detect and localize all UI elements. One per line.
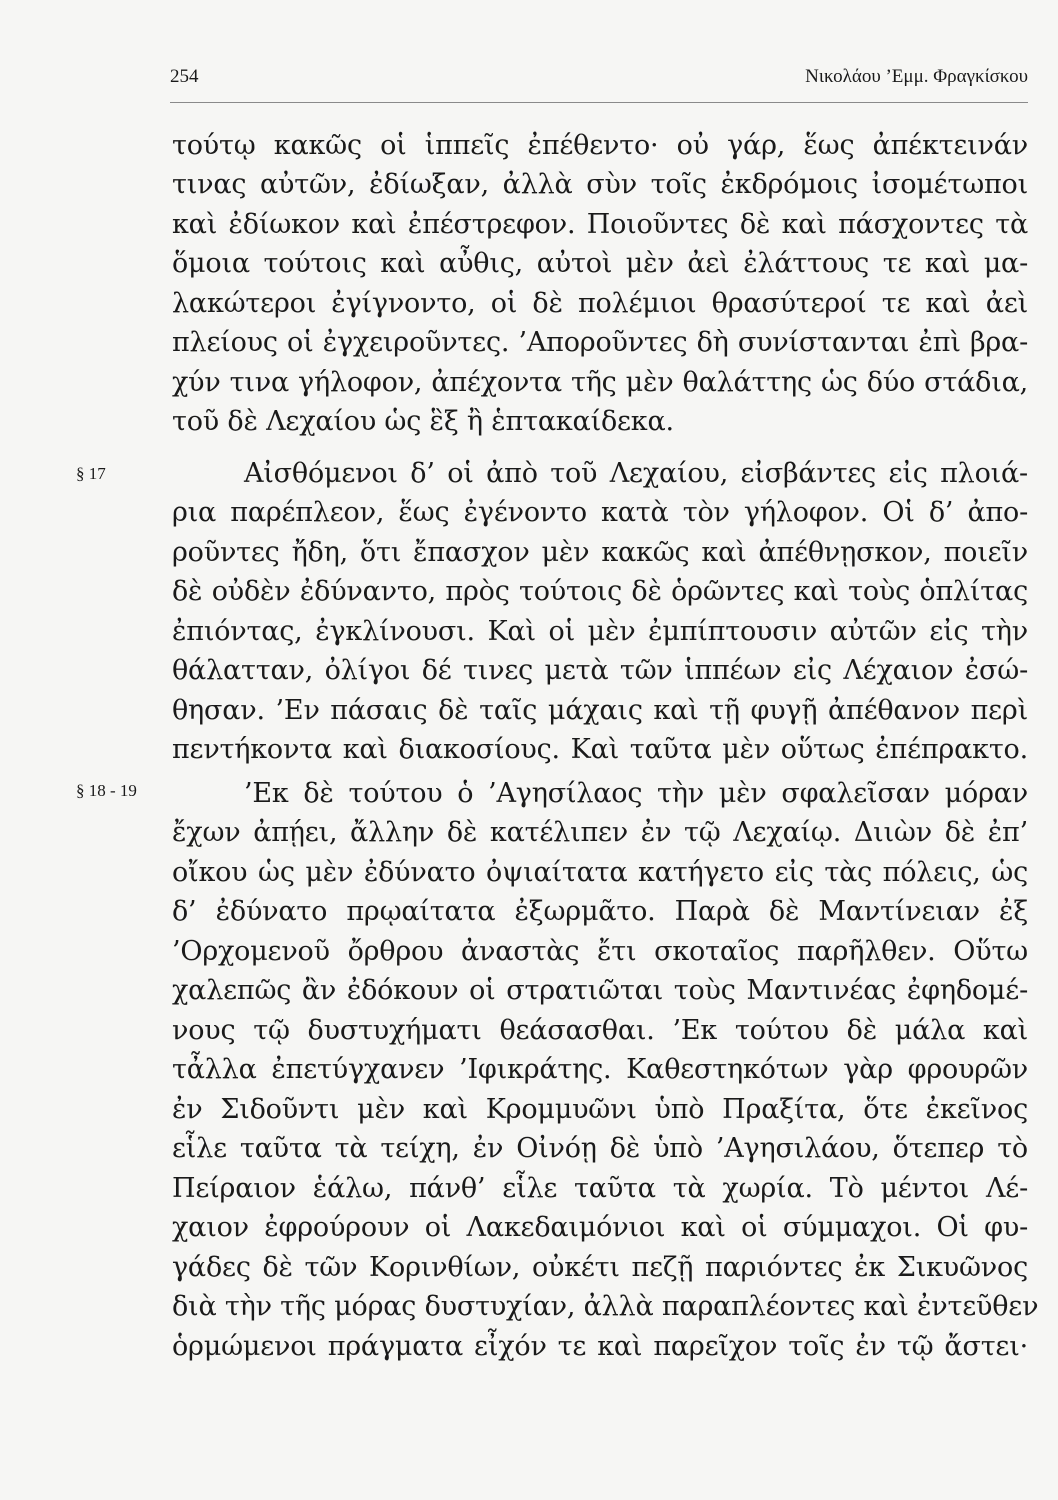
text-line: χαλεπῶς ἂν ἐδόκουν οἱ στρατιῶται τοὺς Μαντινέας ἐφηδομέ- [172, 975, 1028, 1006]
text-line: τοῦ δὲ Λεχαίου ὡς ἓξ ἢ ἑπτακαίδεκα. [172, 406, 674, 437]
text-line: ἔχων ἀπῄει, ἄλλην δὲ κατέλιπεν ἐν τῷ Λεχαίῳ. Διιὼν δὲ ἐπ’ [172, 817, 1028, 848]
author-header: Νικολάου ’Εμμ. Φραγκίσκου [805, 66, 1028, 87]
section-marker-17: § 17 [76, 464, 106, 483]
text-line: θάλατταν, ὀλίγοι δέ τινες μετὰ τῶν ἱππέων εἰς Λέχαιον ἐσώ- [172, 655, 1028, 686]
text-line: γάδες δὲ τῶν Κορινθίων, οὐκέτι πεζῇ παριόντες ἐκ Σικυῶνος [172, 1252, 1028, 1283]
text-line: ἐπιόντας, ἐγκλίνουσι. Καὶ οἱ μὲν ἐμπίπτουσιν αὐτῶν εἰς τὴν [172, 616, 1028, 647]
text-line: τούτῳ κακῶς οἱ ἱππεῖς ἐπέθεντο· οὐ γάρ, ἕως ἀπέκτεινάν [172, 130, 1028, 161]
text-line: Πείραιον ἑάλω, πάνθ’ εἷλε ταῦτα τὰ χωρία. Τὸ μέντοι Λέ- [172, 1173, 1028, 1204]
text-line: καὶ ἐδίωκον καὶ ἐπέστρεφον. Ποιοῦντες δὲ καὶ πάσχοντες τὰ [172, 209, 1028, 240]
section-marker-18-19: § 18 - 19 [76, 781, 137, 800]
text-line: τινας αὐτῶν, ἐδίωξαν, ἀλλὰ σὺν τοῖς ἐκδρόμοις ἰσομέτωποι [172, 169, 1028, 200]
text-line: τἆλλα ἐπετύγχανεν ’Ιφικράτης. Καθεστηκότων γὰρ φρουρῶν [172, 1054, 1028, 1085]
text-line: θησαν. ’Εν πάσαις δὲ ταῖς μάχαις καὶ τῇ φυγῇ ἀπέθανον περὶ [172, 695, 1028, 726]
text-line: διὰ τὴν τῆς μόρας δυστυχίαν, ἀλλὰ παραπλέοντες καὶ ἐντεῦθεν [172, 1291, 1039, 1322]
text-line: χύν τινα γήλοφον, ἀπέχοντα τῆς μὲν θαλάττης ὡς δύο στάδια, [172, 367, 1028, 398]
text-line: ροῦντες ἤδη, ὅτι ἔπασχον μὲν κακῶς καὶ ἀπέθνῃσκον, ποιεῖν [172, 537, 1028, 568]
text-line: λακώτεροι ἐγίγνοντο, οἱ δὲ πολέμιοι θρασύτεροί τε καὶ ἀεὶ [172, 288, 1028, 319]
text-line: ’Εκ δὲ τούτου ὁ ’Αγησίλαος τὴν μὲν σφαλεῖσαν μόραν [244, 778, 1028, 809]
text-line: πεντήκοντα καὶ διακοσίους. Καὶ ταῦτα μὲν οὕτως ἐπέπρακτο. [172, 734, 1028, 765]
text-line: οἴκου ὡς μὲν ἐδύνατο ὀψιαίτατα κατήγετο εἰς τὰς πόλεις, ὡς [172, 857, 1028, 888]
text-line: δ’ ἐδύνατο πρῳαίτατα ἐξωρμᾶτο. Παρὰ δὲ Μαντίνειαν ἐξ [172, 896, 1028, 927]
text-line: νους τῷ δυστυχήματι θεάσασθαι. ’Εκ τούτου δὲ μάλα καὶ [172, 1015, 1028, 1046]
text-line: ’Ορχομενοῦ ὄρθρου ἀναστὰς ἔτι σκοταῖος παρῆλθεν. Οὕτω [172, 936, 1028, 967]
page-number: 254 [170, 66, 199, 87]
text-line: ὁρμώμενοι πράγματα εἶχόν τε καὶ παρεῖχον τοῖς ἐν τῷ ἄστει· [172, 1331, 1028, 1362]
running-head [170, 66, 1028, 92]
text-line: πλείους οἱ ἐγχειροῦντες. ’Αποροῦντες δὴ συνίστανται ἐπὶ βρα- [172, 327, 1028, 358]
text-line: ἐν Σιδοῦντι μὲν καὶ Κρομμυῶνι ὑπὸ Πραξίτα, ὅτε ἐκεῖνος [172, 1094, 1028, 1125]
text-line: δὲ οὐδὲν ἐδύναντο, πρὸς τούτοις δὲ ὁρῶντες καὶ τοὺς ὁπλίτας [172, 576, 1028, 607]
text-line: ὅμοια τούτοις καὶ αὖθις, αὐτοὶ μὲν ἀεὶ ἐλάττους τε καὶ μα- [172, 248, 1028, 279]
text-line: Αἰσθόμενοι δ’ οἱ ἀπὸ τοῦ Λεχαίου, εἰσβάντες εἰς πλοιά- [244, 458, 1028, 489]
text-line: ρια παρέπλεον, ἕως ἐγένοντο κατὰ τὸν γήλοφον. Οἱ δ’ ἀπο- [172, 497, 1028, 528]
text-line: εἷλε ταῦτα τὰ τείχη, ἐν Οἰνόῃ δὲ ὑπὸ ’Αγησιλάου, ὅτεπερ τὸ [172, 1133, 1028, 1164]
text-line: χαιον ἐφρούρουν οἱ Λακεδαιμόνιοι καὶ οἱ σύμμαχοι. Οἱ φυ- [172, 1212, 1028, 1243]
header-rule [170, 102, 1028, 103]
